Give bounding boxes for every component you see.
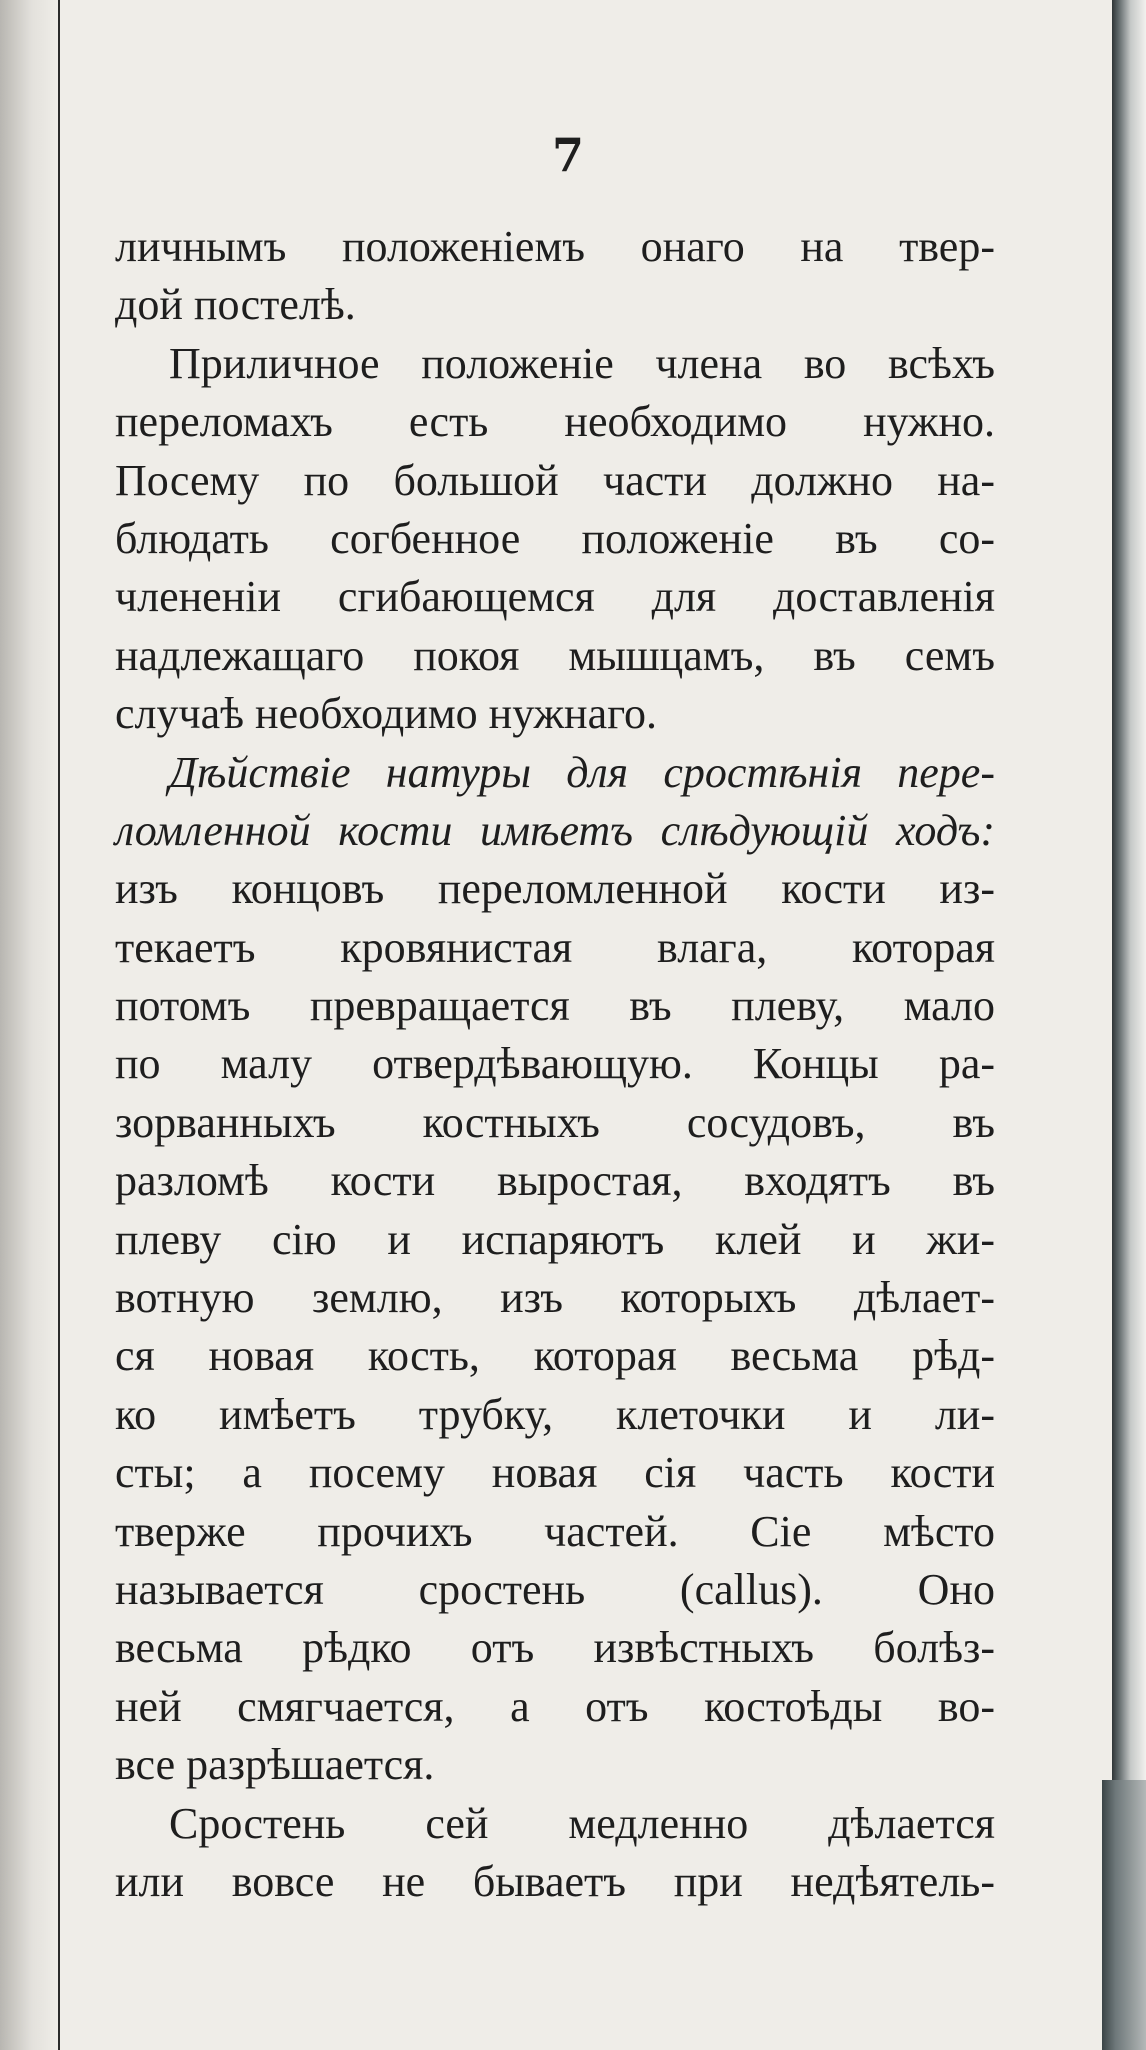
text-line: дой постелѣ. — [115, 280, 356, 330]
body-text — [115, 218, 995, 1911]
text-line: ней смягчается, а отъ костоѣды во- — [115, 1681, 995, 1731]
text-line: члененіи сгибающемся для доставленія — [115, 572, 995, 622]
text-line: надлежащаго покоя мышцамъ, въ семъ — [115, 630, 995, 680]
text-line: ся новая кость, которая весьма рѣд- — [115, 1331, 995, 1381]
page-edge — [1112, 0, 1146, 2050]
text-line: случаѣ необходимо нужнаго. — [115, 689, 658, 739]
text-line: Посему по большой части должно на- — [115, 455, 995, 505]
text-line: ломленной кости имѣетъ слѣдующій ходъ: — [115, 805, 995, 855]
page-gutter — [0, 0, 60, 2050]
text-line: блюдать согбенное положеніе въ со- — [115, 513, 995, 563]
text-line: тверже прочихъ частей. Сіе мѣсто — [115, 1506, 995, 1556]
text-line: переломахъ есть необходимо нужно. — [115, 397, 995, 447]
text-line: по малу отвердѣвающую. Концы ра- — [115, 1039, 995, 1089]
text-line: называется сростень (callus). Оно — [115, 1564, 995, 1614]
text-line: весьма рѣдко отъ извѣстныхъ болѣз- — [115, 1623, 995, 1673]
text-line: разломѣ кости выростая, входятъ въ — [115, 1156, 995, 1206]
text-line: плеву сію и испаряютъ клей и жи- — [115, 1214, 995, 1264]
text-line: зорванныхъ костныхъ сосудовъ, въ — [115, 1097, 995, 1147]
text-line: изъ концовъ переломленной кости из- — [115, 864, 995, 914]
page-edge-shadow — [1102, 1780, 1146, 2050]
text-line: вотную землю, изъ которыхъ дѣлает- — [115, 1273, 995, 1323]
text-line: потомъ превращается въ плеву, мало — [115, 981, 995, 1031]
text-line: ко имѣетъ трубку, клеточки и ли- — [115, 1389, 995, 1439]
text-line: Сростень сей медленно дѣлается — [169, 1798, 995, 1848]
text-line: сты; а посему новая сія часть кости — [115, 1448, 995, 1498]
text-line: или вовсе не бываетъ при недѣятель- — [115, 1856, 995, 1906]
text-line: текаетъ кровянистая влага, которая — [115, 922, 995, 972]
text-line: все разрѣшается. — [115, 1740, 435, 1790]
text-line: личнымъ положеніемъ онаго на твер- — [115, 222, 995, 271]
page-number: 7 — [551, 128, 584, 182]
text-line: Дѣйствіе натуры для сростѣнія пере- — [169, 747, 995, 797]
text-line: Приличное положеніе члена во всѣхъ — [169, 338, 995, 388]
